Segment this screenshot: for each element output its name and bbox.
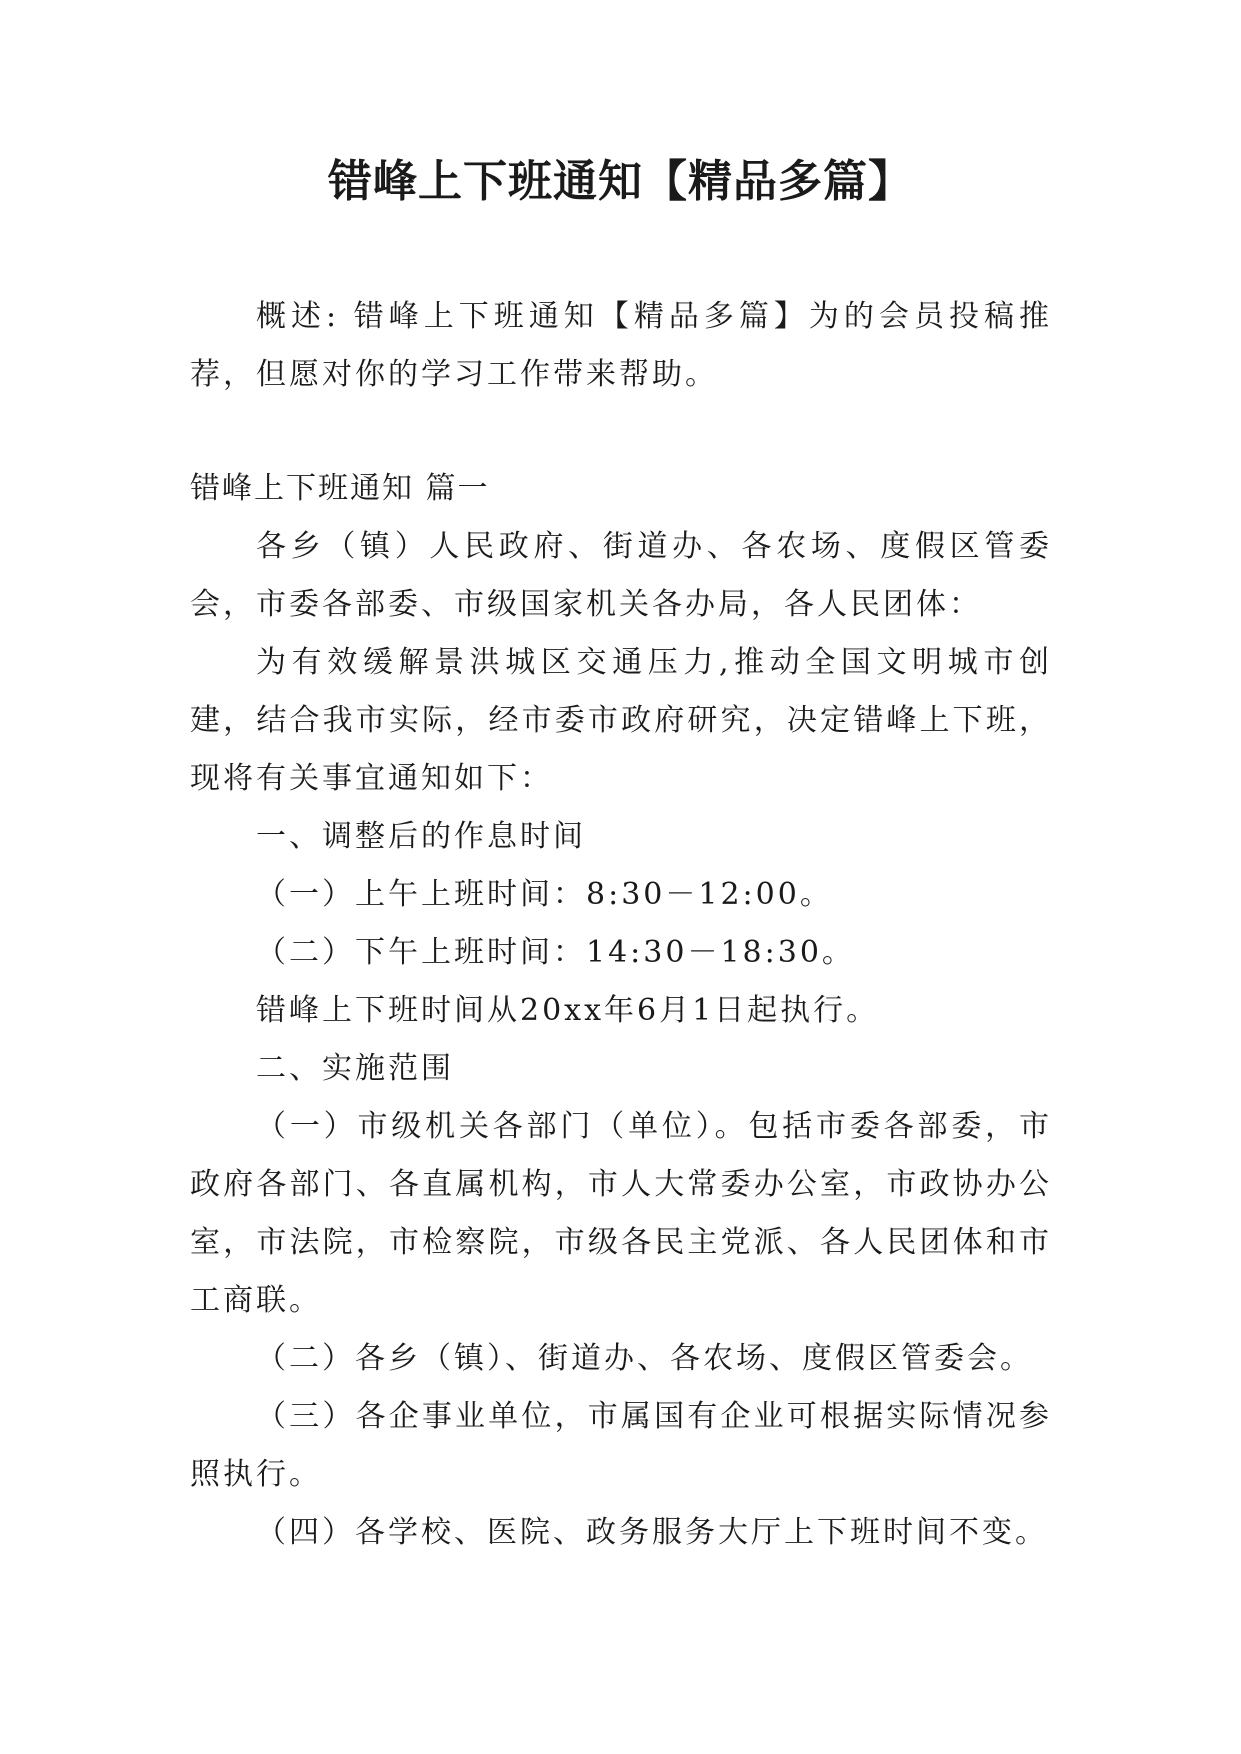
scope-item-4: （四）各学校、医院、政务服务大厅上下班时间不变。	[256, 1515, 1048, 1550]
section-heading: 错峰上下班通知 篇一	[190, 471, 490, 506]
addressee-paragraph: 各乡（镇）人民政府、街道办、各农场、度假区管委会，市委各部委、市级国家机关各办局，各人民团体：	[190, 529, 1052, 622]
subheading-schedule: 一、调整后的作息时间	[256, 819, 586, 854]
document-body	[190, 288, 1052, 1562]
page-title: 错峰上下班通知【精品多篇】	[328, 156, 913, 207]
scope-item-1: （一）市级机关各部门（单位）。包括市委各部委，市政府各部门、各直属机构，市人大常委办公室，市政协办公室，市法院，市检察院，市级各民主党派、各人民团体和市工商联。	[190, 1109, 1052, 1318]
afternoon-hours: （二）下午上班时间：14:30－18:30。	[256, 935, 855, 970]
scope-item-2: （二）各乡（镇）、街道办、各农场、度假区管委会。	[256, 1341, 1033, 1376]
morning-hours: （一）上午上班时间：8:30－12:00。	[256, 877, 833, 912]
intro-paragraph: 为有效缓解景洪城区交通压力,推动全国文明城市创建，结合我市实际，经市委市政府研究，决定错峰上下班，现将有关事宜通知如下：	[190, 645, 1052, 796]
subheading-scope: 二、实施范围	[256, 1051, 454, 1086]
effective-date: 错峰上下班时间从20xx年6月1日起执行。	[256, 993, 880, 1028]
scope-item-3: （三）各企事业单位，市属国有企业可根据实际情况参照执行。	[190, 1399, 1052, 1492]
summary-paragraph: 概述: 错峰上下班通知【精品多篇】为的会员投稿推荐，但愿对你的学习工作带来帮助。	[190, 299, 1052, 392]
